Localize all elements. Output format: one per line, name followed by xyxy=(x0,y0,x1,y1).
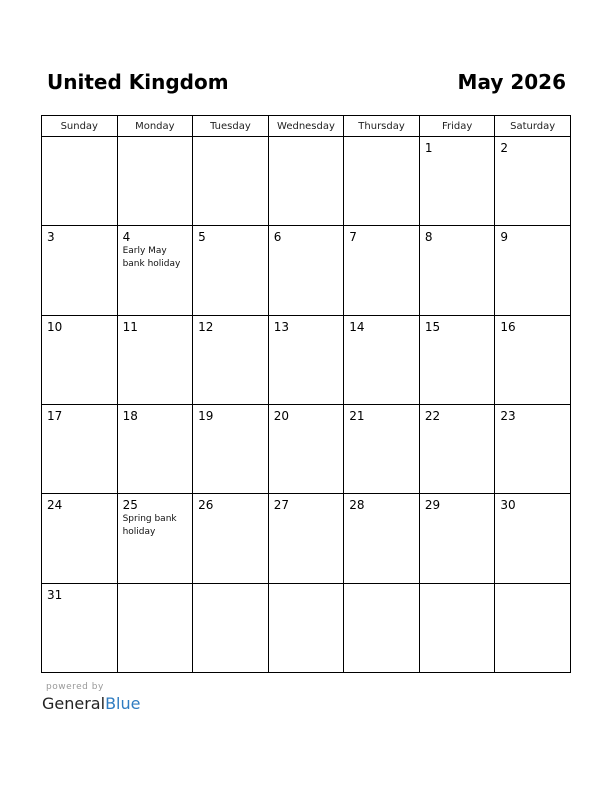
calendar-day-cell xyxy=(117,137,193,226)
calendar-day-cell xyxy=(193,137,269,226)
calendar-day-cell xyxy=(42,226,118,315)
calendar-day-cell xyxy=(42,315,118,404)
day-number: 2 xyxy=(500,141,509,155)
calendar-day-cell xyxy=(193,226,269,315)
calendar-day-cell xyxy=(117,315,193,404)
calendar-day-cell xyxy=(419,583,495,672)
month-title: May 2026 xyxy=(457,70,566,94)
calendar-week-row xyxy=(42,494,571,583)
calendar-day-cell xyxy=(268,404,344,493)
calendar-day-cell xyxy=(193,494,269,583)
calendar-day-cell xyxy=(495,404,571,493)
calendar-day-cell xyxy=(495,226,571,315)
calendar-day-cell xyxy=(42,583,118,672)
calendar-day-cell xyxy=(268,494,344,583)
day-number: 9 xyxy=(500,230,509,245)
day-number: 18 xyxy=(122,408,138,423)
day-number: 24 xyxy=(47,498,63,513)
generalblue-logo[interactable] xyxy=(42,694,140,713)
day-number: 20 xyxy=(273,408,289,423)
calendar-day-cell xyxy=(268,583,344,672)
calendar-day-cell xyxy=(344,315,420,404)
day-number: 13 xyxy=(273,319,289,334)
calendar-day-cell xyxy=(193,583,269,672)
day-number: 3 xyxy=(47,230,55,245)
calendar-day-cell xyxy=(42,137,118,226)
weekday-tuesday: Tuesday xyxy=(193,116,269,137)
calendar-day-cell xyxy=(495,494,571,583)
calendar-week-row xyxy=(42,404,571,493)
weekday-thursday: Thursday xyxy=(344,116,420,137)
day-number: 25 xyxy=(122,498,138,513)
day-number: 17 xyxy=(47,408,63,423)
calendar-week-row xyxy=(42,137,571,226)
calendar-day-cell xyxy=(419,315,495,404)
weekday-header-row xyxy=(42,116,571,137)
day-number: 23 xyxy=(500,408,516,423)
calendar-day-cell xyxy=(495,137,571,226)
day-number: 11 xyxy=(122,319,138,334)
calendar-day-cell xyxy=(344,404,420,493)
day-number: 12 xyxy=(198,319,214,334)
calendar-day-cell xyxy=(344,583,420,672)
day-number: 1 xyxy=(424,141,433,155)
day-number: 31 xyxy=(47,587,63,602)
calendar-week-row xyxy=(42,226,571,315)
calendar-day-cell xyxy=(42,494,118,583)
calendar-grid xyxy=(41,115,571,673)
weekday-wednesday: Wednesday xyxy=(268,116,344,137)
weekday-saturday: Saturday xyxy=(495,116,571,137)
calendar-day-cell xyxy=(268,226,344,315)
day-number: 29 xyxy=(424,498,441,513)
calendar-day-cell xyxy=(193,404,269,493)
calendar-day-cell xyxy=(117,583,193,672)
day-number: 21 xyxy=(349,408,365,423)
calendar-day-cell xyxy=(344,226,420,315)
logo-text-general: General xyxy=(42,694,106,713)
calendar-day-cell xyxy=(193,315,269,404)
calendar-day-cell xyxy=(344,494,420,583)
calendar-week-row xyxy=(42,583,571,672)
day-number: 15 xyxy=(424,319,441,334)
day-number: 6 xyxy=(273,230,282,245)
calendar-day-cell xyxy=(419,226,495,315)
calendar-day-cell xyxy=(344,137,420,226)
day-number: 22 xyxy=(424,408,441,423)
calendar-week-row xyxy=(42,315,571,404)
day-number: 19 xyxy=(198,408,214,423)
calendar-day-cell xyxy=(42,404,118,493)
day-number: 10 xyxy=(47,319,63,334)
day-number: 30 xyxy=(500,498,516,513)
calendar-day-cell xyxy=(419,404,495,493)
day-number: 27 xyxy=(273,498,289,513)
calendar-day-cell xyxy=(419,494,495,583)
day-number: 5 xyxy=(198,230,206,245)
calendar-day-cell xyxy=(117,404,193,493)
calendar-day-cell xyxy=(268,137,344,226)
day-number: 26 xyxy=(198,498,214,513)
day-number: 4 xyxy=(122,230,131,245)
calendar-day-cell xyxy=(268,315,344,404)
day-number: 14 xyxy=(349,319,365,334)
day-number: 8 xyxy=(424,230,433,245)
calendar-day-cell xyxy=(117,494,193,583)
powered-by-label: powered by xyxy=(46,682,104,692)
weekday-sunday: Sunday xyxy=(42,116,118,137)
calendar-day-cell xyxy=(495,315,571,404)
day-number: 28 xyxy=(349,498,365,513)
weekday-friday: Friday xyxy=(419,116,495,137)
calendar-day-cell xyxy=(419,137,495,226)
day-number: 7 xyxy=(349,230,357,245)
country-title: United Kingdom xyxy=(47,70,229,94)
calendar-day-cell xyxy=(117,226,193,315)
holiday-label: Early May bank holiday xyxy=(122,246,181,270)
logo-text-blue: Blue xyxy=(105,694,141,713)
holiday-label: Spring bank holiday xyxy=(122,514,177,538)
day-number: 16 xyxy=(500,319,516,334)
calendar-day-cell xyxy=(495,583,571,672)
weekday-monday: Monday xyxy=(117,116,193,137)
